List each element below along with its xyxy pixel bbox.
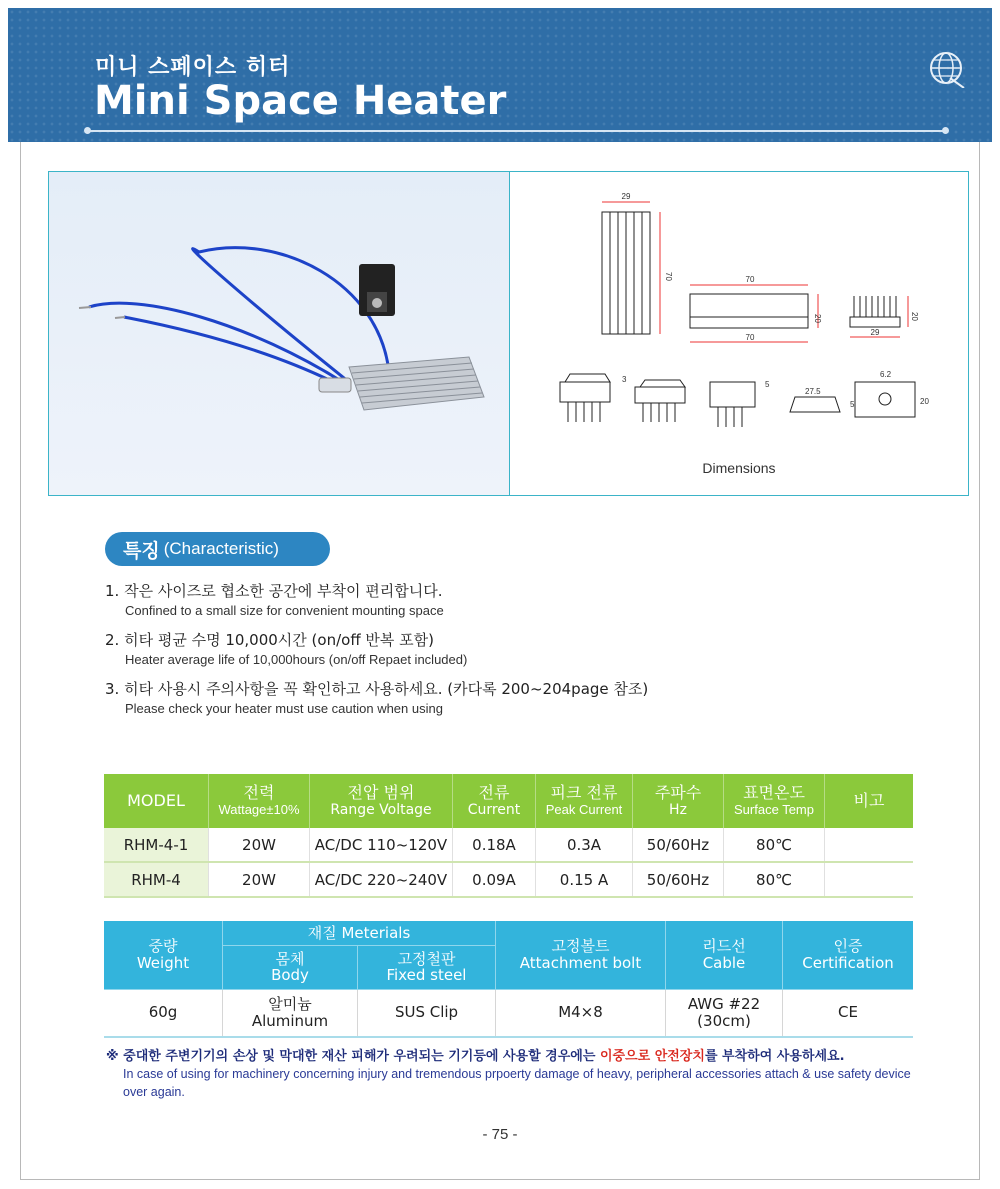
heatsink: [349, 357, 484, 410]
page-number: - 75 -: [482, 1126, 518, 1143]
characteristic-heading: [105, 532, 330, 566]
cell-peak-current: 0.3A: [536, 828, 633, 862]
dimension-drawings: [510, 172, 968, 495]
header-wattage: 전력 Wattage±10%: [209, 774, 310, 828]
cell-hz: 50/60Hz: [633, 862, 724, 897]
cell-body: 알미늄 Aluminum: [223, 989, 358, 1037]
svg-text:70: 70: [745, 333, 755, 342]
mounting-clip: [359, 264, 395, 316]
cell-model: RHM-4-1: [104, 828, 209, 862]
cell-voltage: AC/DC 220~240V: [310, 862, 453, 897]
cell-weight: 60g: [104, 989, 223, 1037]
svg-text:70: 70: [664, 272, 673, 281]
svg-text:20: 20: [920, 397, 929, 406]
dimensions-caption: Dimensions: [702, 460, 776, 476]
cell-cable: AWG #22 (30cm): [666, 989, 783, 1037]
material-table: [104, 921, 913, 1038]
globe-logo-icon: [926, 48, 966, 88]
title-underline: [88, 130, 948, 132]
cell-peak-current: 0.15 A: [536, 862, 633, 897]
table-row: [104, 828, 913, 862]
dimension-diagram: [510, 172, 968, 457]
feature-item: [105, 580, 444, 618]
material-header-row-1: [104, 921, 913, 945]
feature-en: Please check your heater must use caution when using: [125, 701, 443, 716]
feature-ko: 3. 히타 사용시 주의사항을 꼭 확인하고 사용하세요. (카다록 200~204page 참조): [105, 680, 649, 698]
spec-header-row: [104, 774, 913, 828]
cell-voltage: AC/DC 110~120V: [310, 828, 453, 862]
header-remarks: 비고: [825, 774, 914, 828]
underline-dot-right: [942, 127, 949, 134]
header-certification: 인증 Certification: [783, 921, 914, 989]
header-weight: 중량 Weight: [104, 921, 223, 989]
header-materials: 재질 Meterials: [223, 921, 496, 945]
table-row: [104, 989, 913, 1037]
table-row: [104, 862, 913, 897]
cell-remarks: [825, 862, 914, 897]
cell-hz: 50/60Hz: [633, 828, 724, 862]
feature-ko: 2. 히타 평균 수명 10,000시간 (on/off 반복 포함): [105, 631, 435, 649]
cell-wattage: 20W: [209, 862, 310, 897]
warning-text-2: 를 부착하여 사용하세요.: [704, 1049, 845, 1064]
cell-certification: CE: [783, 989, 914, 1037]
title-english: Mini Space Heater: [94, 78, 507, 124]
cell-surface-temp: 80℃: [724, 862, 825, 897]
cell-current: 0.09A: [453, 862, 536, 897]
header-current: 전류 Current: [453, 774, 536, 828]
feature-item: [105, 678, 648, 716]
underline-dot-left: [84, 127, 91, 134]
header-fixed-steel: 고정철판 Fixed steel: [358, 945, 496, 989]
characteristic-heading-ko: 특징: [123, 539, 160, 562]
warning-korean: [106, 1045, 845, 1064]
cell-bolt: M4×8: [496, 989, 666, 1037]
header-hz: 주파수 Hz: [633, 774, 724, 828]
title-korean: 미니 스페이스 히터: [95, 55, 291, 80]
feature-item: [105, 629, 467, 667]
feature-en: Confined to a small size for convenient mounting space: [125, 603, 444, 618]
heater-illustration: [49, 172, 509, 495]
svg-text:20: 20: [813, 314, 822, 323]
warning-mark: ※: [106, 1049, 119, 1064]
header-model: MODEL: [104, 774, 209, 828]
cell-wattage: 20W: [209, 828, 310, 862]
spec-table: [104, 774, 913, 898]
svg-text:20: 20: [910, 312, 919, 321]
svg-text:29: 29: [621, 192, 631, 201]
svg-text:27.5: 27.5: [805, 387, 821, 396]
cell-model: RHM-4: [104, 862, 209, 897]
svg-text:70: 70: [745, 275, 755, 284]
svg-text:5: 5: [850, 400, 855, 409]
product-figure: [48, 171, 969, 496]
characteristic-heading-en: (Characteristic): [163, 539, 279, 558]
header-cable: 리드선 Cable: [666, 921, 783, 989]
svg-text:6.2: 6.2: [880, 370, 892, 379]
product-photo: [49, 172, 510, 495]
cell-fixed-steel: SUS Clip: [358, 989, 496, 1037]
header-surface-temp: 표면온도 Surface Temp: [724, 774, 825, 828]
feature-en: Heater average life of 10,000hours (on/off Repaet included): [125, 652, 468, 667]
svg-text:29: 29: [870, 328, 880, 337]
svg-text:5: 5: [765, 380, 770, 389]
header-peak-current: 피크 전류 Peak Current: [536, 774, 633, 828]
header-bolt: 고정볼트 Attachment bolt: [496, 921, 666, 989]
header-body: 몸체 Body: [223, 945, 358, 989]
warning-english: In case of using for machinery concerning injury and tremendous prpoerty damage of heavy, peripheral accessories attach & use safety device over again.: [123, 1067, 911, 1100]
cell-current: 0.18A: [453, 828, 536, 862]
warning-text-1: 중대한 주변기기의 손상 및 막대한 재산 피해가 우려되는 기기등에 사용할 경우에는: [123, 1049, 596, 1064]
header-banner: [8, 8, 992, 142]
warning-highlight: 이중으로 안전장치: [599, 1049, 705, 1064]
feature-ko: 1. 작은 사이즈로 협소한 공간에 부착이 편리합니다.: [105, 582, 443, 600]
cell-remarks: [825, 828, 914, 862]
svg-text:3: 3: [622, 375, 627, 384]
cell-surface-temp: 80℃: [724, 828, 825, 862]
header-voltage: 전압 범위 Range Voltage: [310, 774, 453, 828]
